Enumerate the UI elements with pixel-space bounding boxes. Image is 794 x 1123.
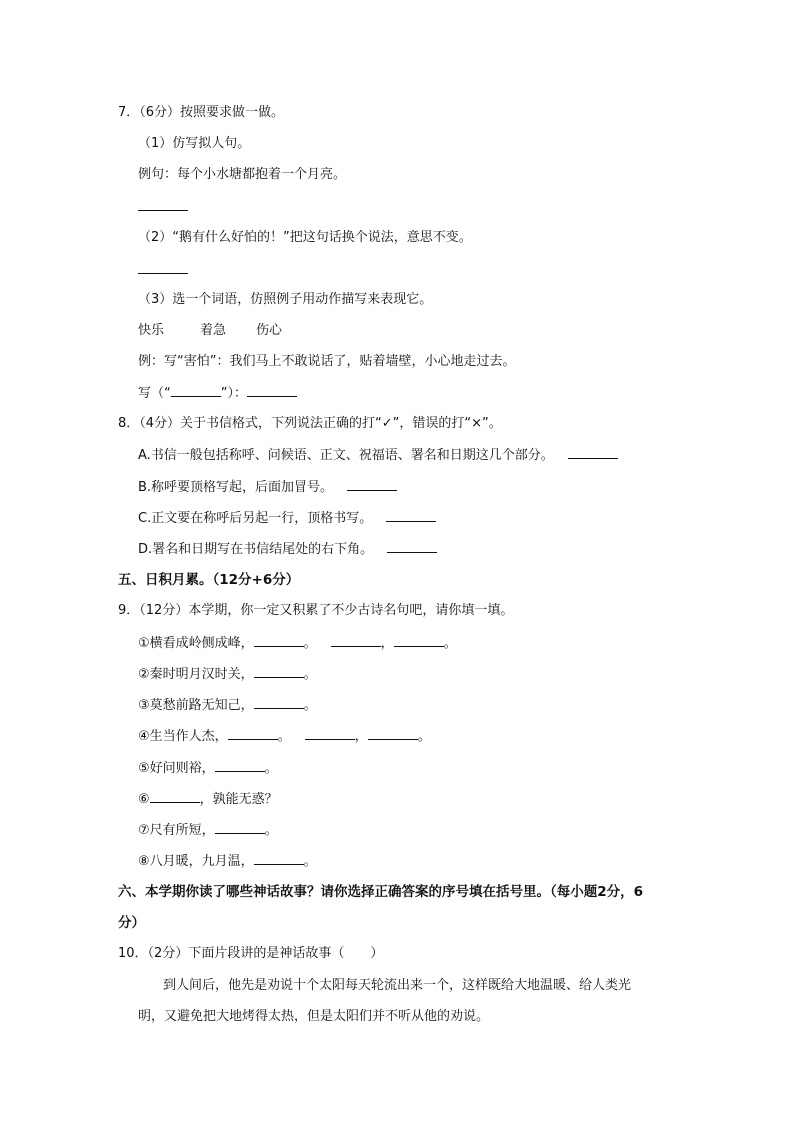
write-prefix: 写（“	[138, 386, 171, 401]
q10-stem: 10．（2分）下面片段讲的是神话故事（ ）	[118, 946, 384, 961]
poem-line-7: ⑦尺有所短， 。	[138, 823, 278, 838]
q7-part2: （2）“鹅有什么好怕的！”把这句话换个说法，意思不变。	[138, 230, 472, 245]
q8-item-d: D.署名和日期写在书信结尾处的右下角。	[138, 540, 437, 559]
answer-blank[interactable]	[215, 759, 265, 772]
poem-line-8: ⑧八月暖，九月温， 。	[138, 854, 317, 869]
q7-part3: （3）选一个词语，仿照例子用动作描写来表现它。	[138, 292, 433, 307]
q8-item-b: B.称呼要顶格写起，后面加冒号。	[138, 478, 397, 497]
answer-blank[interactable]	[215, 821, 265, 834]
q8-item-a: A.书信一般包括称呼、问候语、正文、祝福语、署名和日期这几个部分。	[138, 446, 618, 465]
section-6-title: 六、本学期你读了哪些神话故事？请你选择正确答案的序号填在括号里。（每小题2分，6	[118, 884, 644, 900]
answer-blank[interactable]	[386, 509, 436, 522]
q7-example1: 例句：每个小水塘都抱着一个月亮。	[138, 167, 347, 182]
answer-blank[interactable]	[228, 727, 278, 740]
q7-example3: 例：写“害怕”：我们马上不敢说话了，贴着墙壁，小心地走过去。	[138, 354, 516, 369]
answer-blank[interactable]	[254, 634, 304, 647]
q7-part1: （1）仿写拟人句。	[138, 136, 251, 151]
section-5-title: 五、日积月累。（12分+6分）	[118, 572, 300, 588]
poem-line-6: ⑥ ，孰能无惑？	[138, 792, 278, 807]
q7-stem: 7．（6分）按照要求做一做。	[118, 105, 285, 120]
answer-blank[interactable]	[254, 852, 304, 865]
answer-blank[interactable]	[568, 446, 618, 459]
write-suffix: ”）：	[220, 386, 247, 401]
answer-blank[interactable]	[150, 790, 200, 803]
answer-blank[interactable]	[138, 198, 188, 211]
q7-write-line	[138, 384, 297, 403]
poem-line-5: ⑤好问则裕， 。	[138, 761, 278, 776]
word-option: 伤心	[256, 323, 283, 338]
answer-blank[interactable]	[305, 727, 355, 740]
answer-blank[interactable]	[347, 478, 397, 491]
poem-line-4: ④生当作人杰， 。 ， 。	[138, 729, 431, 744]
section-6-title-cont: 分）	[118, 915, 145, 931]
answer-blank[interactable]	[171, 384, 221, 397]
answer-blank[interactable]	[387, 540, 437, 553]
poem-line-1: ①横看成岭侧成峰， 。 ， 。	[138, 636, 457, 651]
answer-blank[interactable]	[368, 727, 418, 740]
q10-passage-line-2: 明，又避免把大地烤得太热，但是太阳们并不听从他的劝说。	[138, 1009, 490, 1024]
word-option: 快乐	[138, 323, 165, 338]
q8-stem: 8．（4分）关于书信格式，下列说法正确的打“✓”，错误的打“×”。	[118, 416, 502, 431]
q10-passage-line-1: 到人间后，他先是劝说十个太阳每天轮流出来一个，这样既给大地温暖、给人类光	[163, 978, 632, 993]
answer-blank[interactable]	[254, 696, 304, 709]
q9-stem: 9．（12分）本学期，你一定又积累了不少古诗名句吧，请你填一填。	[118, 603, 514, 618]
q7-word-options	[138, 322, 282, 340]
answer-blank[interactable]	[331, 634, 381, 647]
poem-line-2: ②秦时明月汉时关， 。	[138, 667, 317, 682]
answer-blank[interactable]	[247, 384, 297, 397]
poem-line-3: ③莫愁前路无知己， 。	[138, 698, 317, 713]
word-option: 着急	[200, 323, 227, 338]
answer-blank[interactable]	[254, 665, 304, 678]
answer-blank[interactable]	[138, 261, 188, 274]
q8-item-c: C.正文要在称呼后另起一行，顶格书写。	[138, 509, 436, 528]
answer-blank[interactable]	[394, 634, 444, 647]
